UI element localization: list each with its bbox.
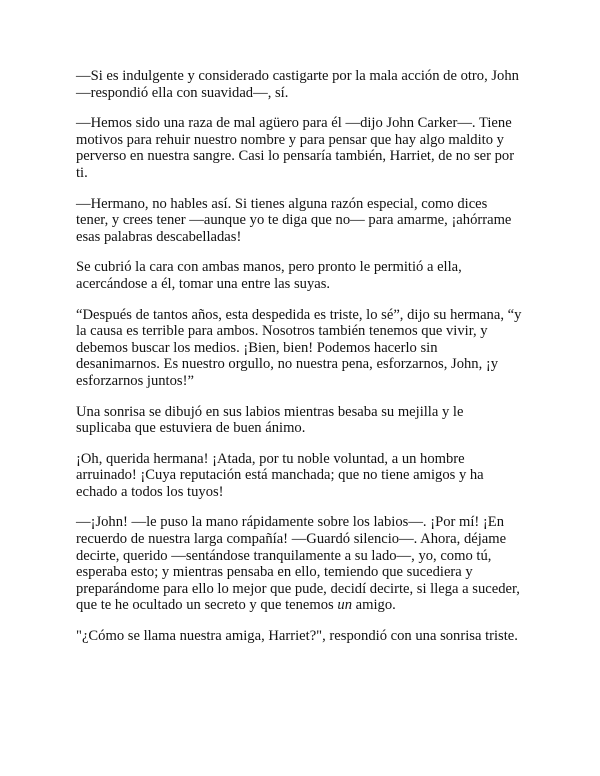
emphasized-word: un: [337, 597, 352, 614]
paragraph: [76, 196, 536, 246]
text-line: “Después de tantos años, esta despedida es triste, lo sé”, dijo su hermana, “y: [76, 306, 522, 323]
paragraph: [76, 628, 536, 645]
text-line: esas palabras descabelladas!: [76, 228, 242, 245]
text-line: preparándome para ello lo mejor que pude, decidí decirte, si llega a suceder,: [76, 580, 520, 597]
text-line: —¡John! —le puso la mano rápidamente sobre los labios—. ¡Por mí! ¡En: [76, 514, 505, 531]
text-line: "¿Cómo se llama nuestra amiga, Harriet?", respondió con una sonrisa triste.: [76, 628, 518, 645]
text-line: que te he ocultado un secreto y que tenemos: [76, 597, 338, 614]
paragraph: [76, 307, 536, 390]
text-line: tener, y crees tener —aunque yo te diga que no— para amarme, ¡ahórrame: [76, 212, 512, 229]
paragraph: [76, 451, 536, 501]
text-line: esforzarnos juntos!”: [76, 372, 194, 389]
text-line: —Hemos sido una raza de mal agüero para él —dijo John Carker—. Tiene: [76, 115, 512, 132]
text-line: Una sonrisa se dibujó en sus labios mientras besaba su mejilla y le: [76, 403, 464, 420]
text-line: acercándose a él, tomar una entre las suyas.: [76, 275, 331, 292]
text-line: motivos para rehuir nuestro nombre y para pensar que hay algo maldito y: [76, 131, 504, 148]
text-line: —Hermano, no hables así. Si tienes alguna razón especial, como dices: [76, 195, 488, 212]
text-line: decirte, querido —sentándose tranquilamente a su lado—, yo, como tú,: [76, 547, 492, 564]
text-line: —respondió ella con suavidad—, sí.: [76, 84, 289, 101]
text-line: —Si es indulgente y considerado castigarte por la mala acción de otro, John: [76, 68, 519, 84]
paragraph: [76, 404, 536, 437]
text-line: echado a todos los tuyos!: [76, 483, 224, 500]
text-line-end: amigo.: [351, 597, 396, 614]
text-line: recuerdo de nuestra larga compañía! —Guardó silencio—. Ahora, déjame: [76, 531, 507, 548]
text-line: debemos buscar los medios. ¡Bien, bien! Podemos hacerlo sin: [76, 339, 438, 356]
paragraph: [76, 259, 536, 292]
text-line: ¡Oh, querida hermana! ¡Atada, por tu noble voluntad, a un hombre: [76, 450, 465, 467]
paragraph: [76, 115, 536, 181]
text-line: suplicaba que estuviera de buen ánimo.: [76, 420, 306, 437]
text-line: arruinado! ¡Cuya reputación está manchada; que no tiene amigos y ha: [76, 467, 484, 484]
paragraph: [76, 514, 536, 614]
text-line: desanimarnos. Es nuestro orgullo, no nuestra pena, esforzarnos, John, ¡y: [76, 356, 499, 373]
paragraph: [76, 68, 536, 101]
text-line: Se cubrió la cara con ambas manos, pero pronto le permitió a ella,: [76, 259, 462, 276]
text-line: esperaba esto; y mientras pensaba en ello, temiendo que sucediera y: [76, 564, 473, 581]
text-line: la causa es terrible para ambos. Nosotros también tenemos que vivir, y: [76, 323, 488, 340]
text-line: ti.: [76, 164, 88, 181]
text-line: perverso en nuestra sangre. Casi lo pensaría también, Harriet, de no ser por: [76, 148, 515, 165]
document-page: [76, 68, 536, 659]
